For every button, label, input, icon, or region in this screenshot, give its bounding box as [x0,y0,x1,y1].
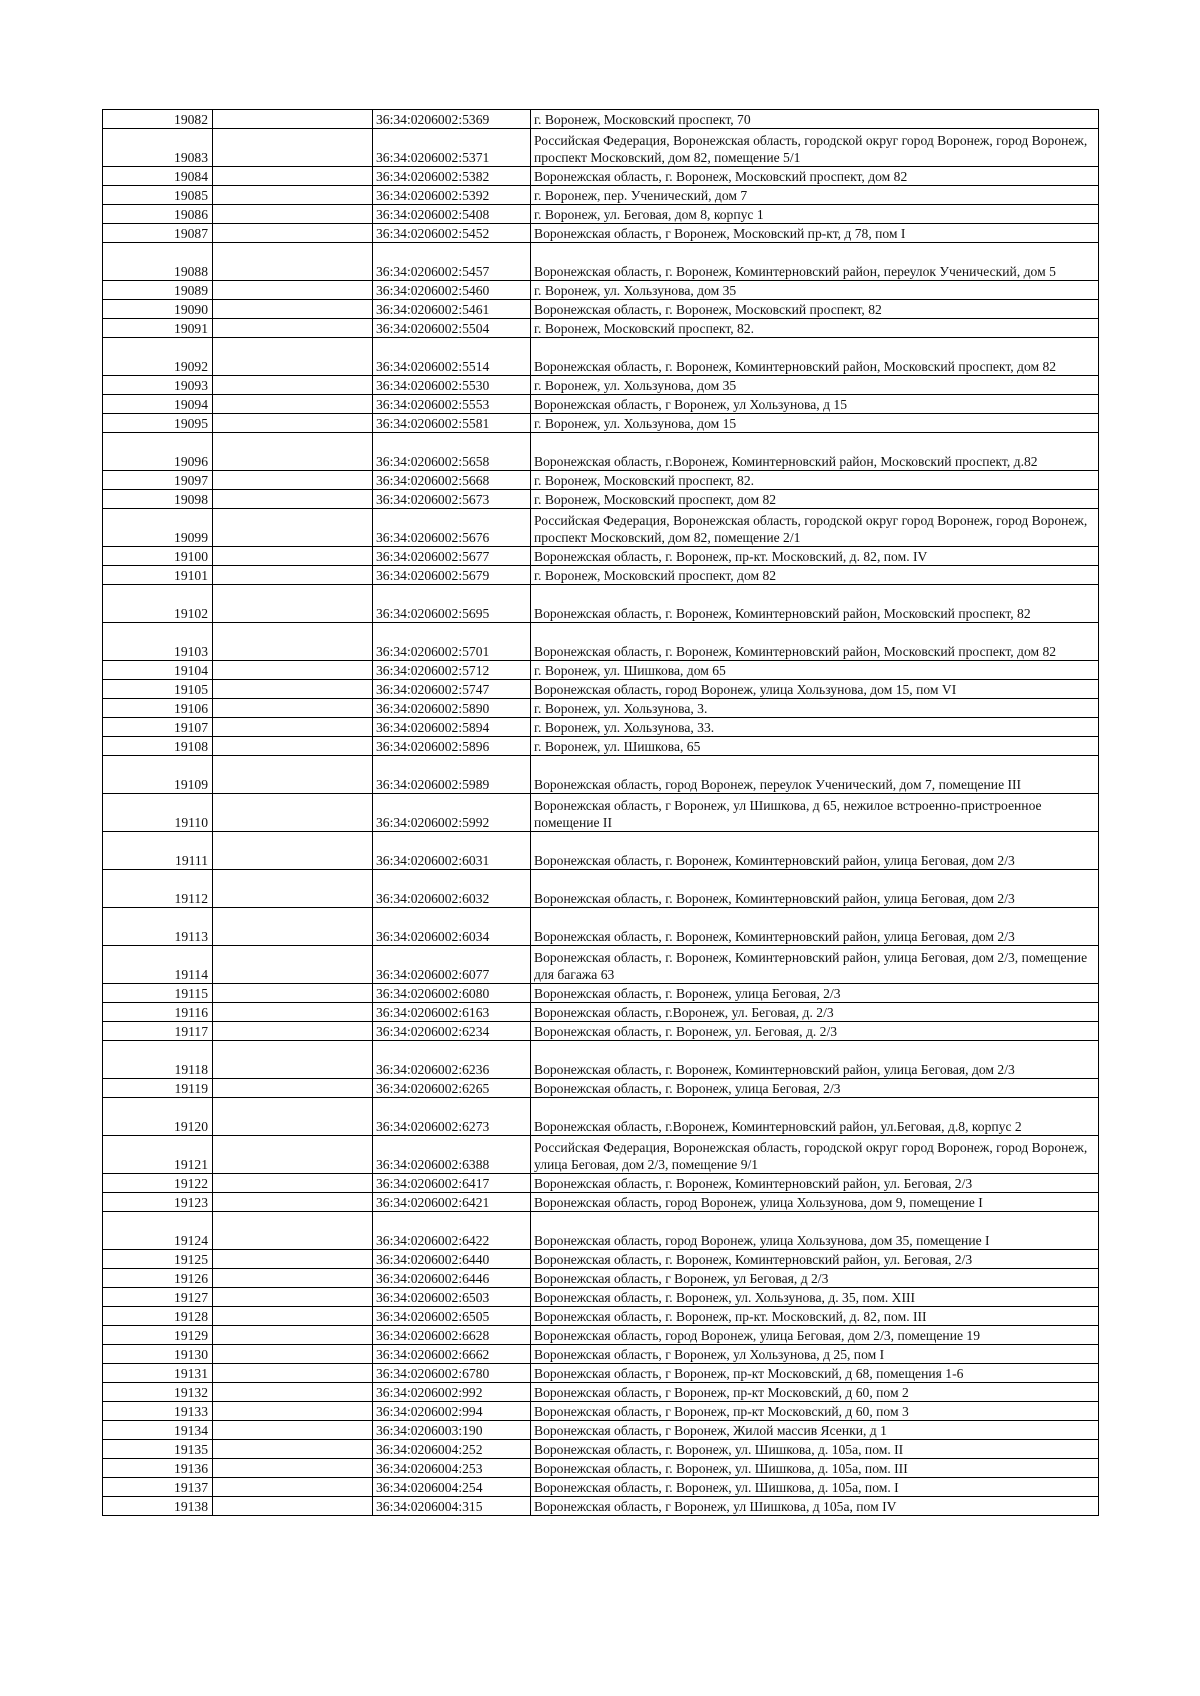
row-number-cell: 19131 [103,1364,213,1383]
cadastral-number-cell: 36:34:0206002:5392 [373,186,531,205]
row-number-cell: 19120 [103,1098,213,1136]
cadastral-number-cell: 36:34:0206002:994 [373,1402,531,1421]
empty-cell [213,547,373,566]
cadastral-number-cell: 36:34:0206003:190 [373,1421,531,1440]
cadastral-number-cell: 36:34:0206002:5668 [373,471,531,490]
empty-cell [213,1288,373,1307]
row-number-cell: 19085 [103,186,213,205]
address-cell: Воронежская область, г Воронеж, пр-кт Московский, д 68, помещения 1-6 [531,1364,1099,1383]
row-number-cell: 19121 [103,1136,213,1174]
table-row [103,1478,1099,1497]
table-row [103,1250,1099,1269]
address-cell: Воронежская область, г Воронеж, Московский пр-кт, д 78, пом I [531,224,1099,243]
address-cell: Российская Федерация, Воронежская область, городской округ город Воронеж, город Воронеж, проспект Московский, дом 82, помещение 5/1 [531,129,1099,167]
row-number-cell: 19133 [103,1402,213,1421]
row-number-cell: 19117 [103,1022,213,1041]
cadastral-number-cell: 36:34:0206002:5452 [373,224,531,243]
empty-cell [213,623,373,661]
address-cell: Воронежская область, г. Воронеж, ул. Шишкова, д. 105а, пом. II [531,1440,1099,1459]
table-row [103,908,1099,946]
row-number-cell: 19116 [103,1003,213,1022]
cadastral-number-cell: 36:34:0206002:5701 [373,623,531,661]
row-number-cell: 19137 [103,1478,213,1497]
cadastral-number-cell: 36:34:0206002:6440 [373,1250,531,1269]
row-number-cell: 19098 [103,490,213,509]
empty-cell [213,737,373,756]
address-cell: Воронежская область, г. Воронеж, Коминтерновский район, улица Беговая, дом 2/3 [531,870,1099,908]
row-number-cell: 19091 [103,319,213,338]
table-row [103,1003,1099,1022]
address-cell: Воронежская область, г. Воронеж, ул. Шишкова, д. 105а, пом. III [531,1459,1099,1478]
table-row [103,1326,1099,1345]
table-row [103,1345,1099,1364]
cadastral-number-cell: 36:34:0206002:6032 [373,870,531,908]
address-cell: Воронежская область, г. Воронеж, Коминтерновский район, улица Беговая, дом 2/3 [531,832,1099,870]
table-row [103,756,1099,794]
address-cell: Воронежская область, г. Воронеж, Коминтерновский район, ул. Беговая, 2/3 [531,1250,1099,1269]
empty-cell [213,680,373,699]
empty-cell [213,1098,373,1136]
empty-cell [213,1478,373,1497]
cadastral-number-cell: 36:34:0206002:5673 [373,490,531,509]
row-number-cell: 19129 [103,1326,213,1345]
row-number-cell: 19138 [103,1497,213,1516]
row-number-cell: 19128 [103,1307,213,1326]
empty-cell [213,167,373,186]
address-cell: Воронежская область, г. Воронеж, Коминтерновский район, Московский проспект, 82 [531,585,1099,623]
table-row [103,984,1099,1003]
empty-cell [213,1345,373,1364]
row-number-cell: 19103 [103,623,213,661]
empty-cell [213,1269,373,1288]
cadastral-number-cell: 36:34:0206002:6273 [373,1098,531,1136]
address-cell: Воронежская область, г. Воронеж, пр-кт. Московский, д. 82, пом. IV [531,547,1099,566]
empty-cell [213,433,373,471]
cadastral-number-cell: 36:34:0206002:5679 [373,566,531,585]
cadastral-number-cell: 36:34:0206002:5989 [373,756,531,794]
address-cell: г. Воронеж, Московский проспект, дом 82 [531,490,1099,509]
table-row [103,794,1099,832]
empty-cell [213,110,373,129]
cadastral-number-cell: 36:34:0206002:6780 [373,1364,531,1383]
registry-table [102,109,1099,1516]
table-row [103,1269,1099,1288]
empty-cell [213,908,373,946]
table-row [103,110,1099,129]
empty-cell [213,1497,373,1516]
cadastral-number-cell: 36:34:0206002:5460 [373,281,531,300]
cadastral-number-cell: 36:34:0206002:5695 [373,585,531,623]
table-row [103,737,1099,756]
table-row [103,395,1099,414]
empty-cell [213,509,373,547]
empty-cell [213,1326,373,1345]
empty-cell [213,205,373,224]
cadastral-number-cell: 36:34:0206002:5461 [373,300,531,319]
address-cell: г. Воронеж, Московский проспект, 82. [531,471,1099,490]
empty-cell [213,395,373,414]
address-cell: г. Воронеж, ул. Шишкова, дом 65 [531,661,1099,680]
row-number-cell: 19099 [103,509,213,547]
empty-cell [213,414,373,433]
table-row [103,243,1099,281]
address-cell: Воронежская область, г. Воронеж, Коминтерновский район, переулок Ученический, дом 5 [531,243,1099,281]
address-cell: Воронежская область, г. Воронеж, Московский проспект, 82 [531,300,1099,319]
empty-cell [213,490,373,509]
cadastral-number-cell: 36:34:0206004:252 [373,1440,531,1459]
row-number-cell: 19105 [103,680,213,699]
address-cell: Воронежская область, г Воронеж, пр-кт Московский, д 60, пом 3 [531,1402,1099,1421]
registry-body [103,110,1099,1516]
empty-cell [213,1364,373,1383]
address-cell: Воронежская область, г. Воронеж, пр-кт. Московский, д. 82, пом. III [531,1307,1099,1326]
row-number-cell: 19086 [103,205,213,224]
empty-cell [213,1079,373,1098]
address-cell: г. Воронеж, ул. Хользунова, дом 35 [531,376,1099,395]
address-cell: г. Воронеж, ул. Хользунова, дом 15 [531,414,1099,433]
cadastral-number-cell: 36:34:0206002:6234 [373,1022,531,1041]
empty-cell [213,832,373,870]
cadastral-number-cell: 36:34:0206002:5677 [373,547,531,566]
cadastral-number-cell: 36:34:0206002:5553 [373,395,531,414]
empty-cell [213,1022,373,1041]
cadastral-number-cell: 36:34:0206002:5514 [373,338,531,376]
table-row [103,680,1099,699]
address-cell: Воронежская область, г. Воронеж, Коминтерновский район, улица Беговая, дом 2/3, помещение для багажа 63 [531,946,1099,984]
table-row [103,1041,1099,1079]
address-cell: г. Воронеж, Московский проспект, дом 82 [531,566,1099,585]
table-row [103,471,1099,490]
table-row [103,167,1099,186]
row-number-cell: 19132 [103,1383,213,1402]
address-cell: Воронежская область, г Воронеж, ул Хользунова, д 15 [531,395,1099,414]
table-row [103,1079,1099,1098]
cadastral-number-cell: 36:34:0206002:6422 [373,1212,531,1250]
empty-cell [213,699,373,718]
row-number-cell: 19107 [103,718,213,737]
table-row [103,433,1099,471]
table-row [103,718,1099,737]
row-number-cell: 19126 [103,1269,213,1288]
table-row [103,509,1099,547]
cadastral-number-cell: 36:34:0206002:5992 [373,794,531,832]
address-cell: Воронежская область, г. Воронеж, ул. Беговая, д. 2/3 [531,1022,1099,1041]
table-row [103,1174,1099,1193]
empty-cell [213,1003,373,1022]
table-row [103,1364,1099,1383]
table-row [103,1421,1099,1440]
table-row [103,129,1099,167]
empty-cell [213,281,373,300]
empty-cell [213,1459,373,1478]
empty-cell [213,1174,373,1193]
empty-cell [213,1383,373,1402]
cadastral-number-cell: 36:34:0206002:5676 [373,509,531,547]
address-cell: Воронежская область, г.Воронеж, Коминтерновский район, ул.Беговая, д.8, корпус 2 [531,1098,1099,1136]
row-number-cell: 19118 [103,1041,213,1079]
cadastral-number-cell: 36:34:0206002:5747 [373,680,531,699]
cadastral-number-cell: 36:34:0206002:6388 [373,1136,531,1174]
row-number-cell: 19093 [103,376,213,395]
address-cell: Российская Федерация, Воронежская область, городской округ город Воронеж, город Воронеж, улица Беговая, дом 2/3, помещение 9/1 [531,1136,1099,1174]
empty-cell [213,186,373,205]
address-cell: Российская Федерация, Воронежская область, городской округ город Воронеж, город Воронеж, проспект Московский, дом 82, помещение 2/1 [531,509,1099,547]
empty-cell [213,243,373,281]
table-row [103,623,1099,661]
row-number-cell: 19124 [103,1212,213,1250]
cadastral-number-cell: 36:34:0206002:6031 [373,832,531,870]
cadastral-number-cell: 36:34:0206004:253 [373,1459,531,1478]
cadastral-number-cell: 36:34:0206002:6236 [373,1041,531,1079]
address-cell: Воронежская область, г. Воронеж, улица Беговая, 2/3 [531,984,1099,1003]
row-number-cell: 19123 [103,1193,213,1212]
empty-cell [213,794,373,832]
address-cell: Воронежская область, город Воронеж, переулок Ученический, дом 7, помещение III [531,756,1099,794]
table-row [103,300,1099,319]
cadastral-number-cell: 36:34:0206002:6034 [373,908,531,946]
cadastral-number-cell: 36:34:0206002:6662 [373,1345,531,1364]
table-row [103,1497,1099,1516]
table-row [103,566,1099,585]
empty-cell [213,946,373,984]
empty-cell [213,338,373,376]
address-cell: Воронежская область, г. Воронеж, Коминтерновский район, ул. Беговая, 2/3 [531,1174,1099,1193]
table-row [103,1022,1099,1041]
cadastral-number-cell: 36:34:0206002:5371 [373,129,531,167]
address-cell: Воронежская область, г.Воронеж, ул. Беговая, д. 2/3 [531,1003,1099,1022]
empty-cell [213,1041,373,1079]
address-cell: Воронежская область, г Воронеж, ул Беговая, д 2/3 [531,1269,1099,1288]
empty-cell [213,1440,373,1459]
address-cell: Воронежская область, город Воронеж, улица Хользунова, дом 15, пом VI [531,680,1099,699]
address-cell: г. Воронеж, Московский проспект, 70 [531,110,1099,129]
table-row [103,585,1099,623]
cadastral-number-cell: 36:34:0206002:6265 [373,1079,531,1098]
row-number-cell: 19092 [103,338,213,376]
row-number-cell: 19113 [103,908,213,946]
address-cell: Воронежская область, г Воронеж, Жилой массив Ясенки, д 1 [531,1421,1099,1440]
row-number-cell: 19112 [103,870,213,908]
empty-cell [213,984,373,1003]
row-number-cell: 19082 [103,110,213,129]
empty-cell [213,661,373,680]
cadastral-number-cell: 36:34:0206002:6421 [373,1193,531,1212]
table-row [103,1459,1099,1478]
row-number-cell: 19108 [103,737,213,756]
cadastral-number-cell: 36:34:0206002:6080 [373,984,531,1003]
empty-cell [213,1307,373,1326]
table-row [103,832,1099,870]
table-row [103,547,1099,566]
table-row [103,414,1099,433]
address-cell: г. Воронеж, ул. Хользунова, 33. [531,718,1099,737]
empty-cell [213,1402,373,1421]
cadastral-number-cell: 36:34:0206004:254 [373,1478,531,1497]
cadastral-number-cell: 36:34:0206002:5890 [373,699,531,718]
cadastral-number-cell: 36:34:0206002:6417 [373,1174,531,1193]
empty-cell [213,224,373,243]
table-row [103,699,1099,718]
table-row [103,224,1099,243]
row-number-cell: 19102 [103,585,213,623]
row-number-cell: 19119 [103,1079,213,1098]
address-cell: г. Воронеж, пер. Ученический, дом 7 [531,186,1099,205]
empty-cell [213,129,373,167]
cadastral-number-cell: 36:34:0206002:5581 [373,414,531,433]
empty-cell [213,566,373,585]
row-number-cell: 19110 [103,794,213,832]
table-row [103,1440,1099,1459]
address-cell: Воронежская область, г. Воронеж, Коминтерновский район, улица Беговая, дом 2/3 [531,1041,1099,1079]
row-number-cell: 19088 [103,243,213,281]
row-number-cell: 19083 [103,129,213,167]
row-number-cell: 19109 [103,756,213,794]
table-row [103,1288,1099,1307]
row-number-cell: 19097 [103,471,213,490]
row-number-cell: 19106 [103,699,213,718]
table-row [103,490,1099,509]
empty-cell [213,1193,373,1212]
empty-cell [213,870,373,908]
cadastral-number-cell: 36:34:0206002:5369 [373,110,531,129]
cadastral-number-cell: 36:34:0206002:5894 [373,718,531,737]
table-row [103,319,1099,338]
row-number-cell: 19115 [103,984,213,1003]
empty-cell [213,1212,373,1250]
row-number-cell: 19089 [103,281,213,300]
cadastral-number-cell: 36:34:0206002:6446 [373,1269,531,1288]
row-number-cell: 19101 [103,566,213,585]
table-row [103,281,1099,300]
row-number-cell: 19087 [103,224,213,243]
address-cell: Воронежская область, г. Воронеж, Коминтерновский район, Московский проспект, дом 82 [531,338,1099,376]
empty-cell [213,300,373,319]
empty-cell [213,585,373,623]
cadastral-number-cell: 36:34:0206002:5896 [373,737,531,756]
address-cell: Воронежская область, г Воронеж, пр-кт Московский, д 60, пом 2 [531,1383,1099,1402]
cadastral-number-cell: 36:34:0206002:6077 [373,946,531,984]
address-cell: Воронежская область, г. Воронеж, Коминтерновский район, улица Беговая, дом 2/3 [531,908,1099,946]
cadastral-number-cell: 36:34:0206002:6503 [373,1288,531,1307]
row-number-cell: 19127 [103,1288,213,1307]
address-cell: Воронежская область, город Воронеж, улица Хользунова, дом 35, помещение I [531,1212,1099,1250]
address-cell: Воронежская область, город Воронеж, улица Беговая, дом 2/3, помещение 19 [531,1326,1099,1345]
table-row [103,1212,1099,1250]
address-cell: Воронежская область, г.Воронеж, Коминтерновский район, Московский проспект, д.82 [531,433,1099,471]
cadastral-number-cell: 36:34:0206002:992 [373,1383,531,1402]
address-cell: Воронежская область, г. Воронеж, Московский проспект, дом 82 [531,167,1099,186]
row-number-cell: 19134 [103,1421,213,1440]
address-cell: г. Воронеж, Московский проспект, 82. [531,319,1099,338]
row-number-cell: 19094 [103,395,213,414]
row-number-cell: 19096 [103,433,213,471]
row-number-cell: 19084 [103,167,213,186]
row-number-cell: 19114 [103,946,213,984]
table-row [103,1193,1099,1212]
address-cell: Воронежская область, г. Воронеж, ул. Хользунова, д. 35, пом. XIII [531,1288,1099,1307]
empty-cell [213,1250,373,1269]
cadastral-number-cell: 36:34:0206002:5712 [373,661,531,680]
row-number-cell: 19136 [103,1459,213,1478]
table-row [103,376,1099,395]
address-cell: Воронежская область, г Воронеж, ул Шишкова, д 105а, пом IV [531,1497,1099,1516]
address-cell: г. Воронеж, ул. Шишкова, 65 [531,737,1099,756]
address-cell: Воронежская область, г. Воронеж, ул. Шишкова, д. 105а, пом. I [531,1478,1099,1497]
table-row [103,946,1099,984]
empty-cell [213,471,373,490]
row-number-cell: 19135 [103,1440,213,1459]
row-number-cell: 19100 [103,547,213,566]
row-number-cell: 19130 [103,1345,213,1364]
row-number-cell: 19122 [103,1174,213,1193]
row-number-cell: 19104 [103,661,213,680]
cadastral-number-cell: 36:34:0206002:6628 [373,1326,531,1345]
table-row [103,1383,1099,1402]
table-row [103,1098,1099,1136]
cadastral-number-cell: 36:34:0206004:315 [373,1497,531,1516]
row-number-cell: 19090 [103,300,213,319]
empty-cell [213,1421,373,1440]
empty-cell [213,1136,373,1174]
row-number-cell: 19111 [103,832,213,870]
address-cell: Воронежская область, г Воронеж, ул Хользунова, д 25, пом I [531,1345,1099,1364]
table-row [103,205,1099,224]
row-number-cell: 19095 [103,414,213,433]
table-row [103,186,1099,205]
cadastral-number-cell: 36:34:0206002:5457 [373,243,531,281]
table-row [103,1402,1099,1421]
address-cell: Воронежская область, г Воронеж, ул Шишкова, д 65, нежилое встроенно-пристроенное помещение II [531,794,1099,832]
row-number-cell: 19125 [103,1250,213,1269]
address-cell: Воронежская область, г. Воронеж, Коминтерновский район, Московский проспект, дом 82 [531,623,1099,661]
address-cell: Воронежская область, город Воронеж, улица Хользунова, дом 9, помещение I [531,1193,1099,1212]
empty-cell [213,756,373,794]
cadastral-number-cell: 36:34:0206002:5658 [373,433,531,471]
empty-cell [213,376,373,395]
table-row [103,1307,1099,1326]
table-row [103,870,1099,908]
empty-cell [213,718,373,737]
address-cell: г. Воронеж, ул. Беговая, дом 8, корпус 1 [531,205,1099,224]
cadastral-number-cell: 36:34:0206002:6163 [373,1003,531,1022]
cadastral-number-cell: 36:34:0206002:5530 [373,376,531,395]
cadastral-number-cell: 36:34:0206002:5408 [373,205,531,224]
address-cell: Воронежская область, г. Воронеж, улица Беговая, 2/3 [531,1079,1099,1098]
address-cell: г. Воронеж, ул. Хользунова, 3. [531,699,1099,718]
table-row [103,1136,1099,1174]
cadastral-number-cell: 36:34:0206002:5382 [373,167,531,186]
address-cell: г. Воронеж, ул. Хользунова, дом 35 [531,281,1099,300]
cadastral-number-cell: 36:34:0206002:5504 [373,319,531,338]
cadastral-number-cell: 36:34:0206002:6505 [373,1307,531,1326]
table-row [103,661,1099,680]
table-row [103,338,1099,376]
empty-cell [213,319,373,338]
